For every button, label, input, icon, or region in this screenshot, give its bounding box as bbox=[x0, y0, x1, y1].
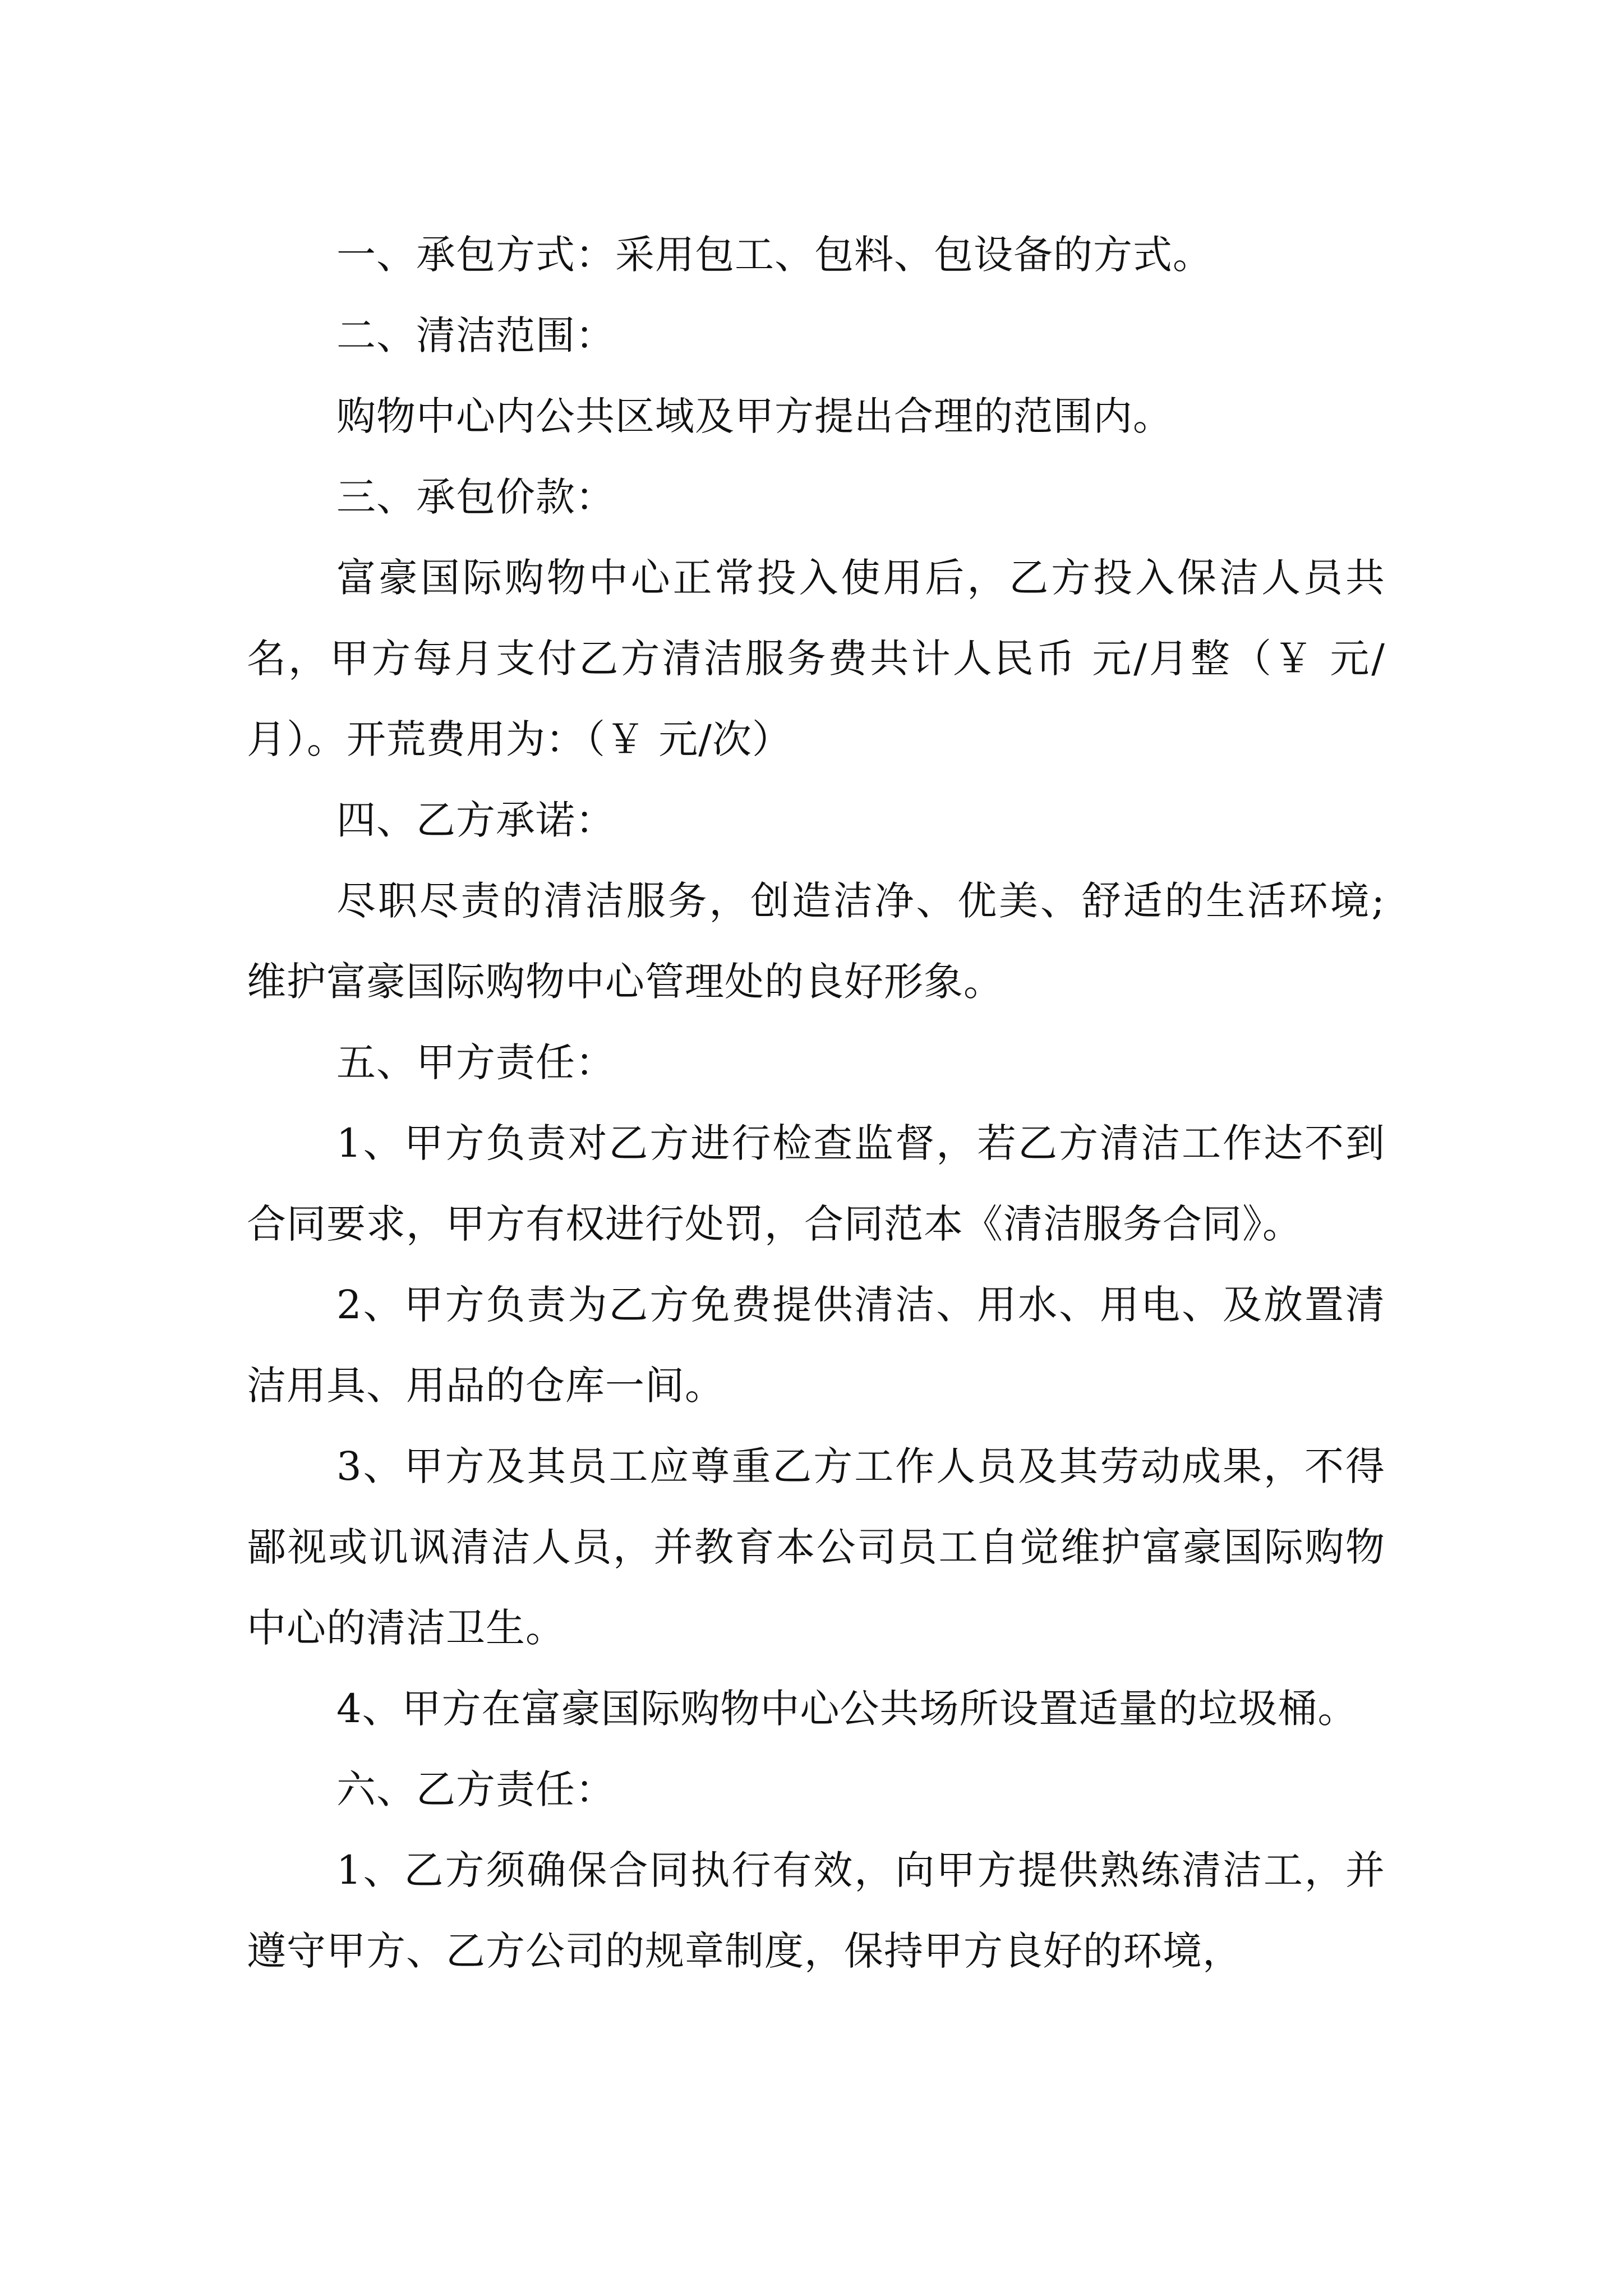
paragraph-party-a-duty-1: 1、甲方负责对乙方进行检查监督，若乙方清洁工作达不到合同要求，甲方有权进行处罚，合同范本《清洁服务合同》。 bbox=[247, 1120, 1385, 1247]
paragraph-cleaning-scope: 购物中心内公共区域及甲方提出合理的范围内。 bbox=[336, 393, 1173, 439]
paragraph-party-b-commitment: 尽职尽责的清洁服务，创造洁净、优美、舒适的生活环境;维护富豪国际购物中心管理处的良好形象。 bbox=[247, 878, 1385, 1005]
paragraph-party-a-duty-3: 3、甲方及其员工应尊重乙方工作人员及其劳动成果，不得鄙视或讥讽清洁人员，并教育本公司员工自觉维护富豪国际购物中心的清洁卫生。 bbox=[247, 1443, 1385, 1651]
section-heading-party-a-duties: 五、甲方责任： bbox=[336, 1039, 615, 1085]
paragraph-contract-price: 富豪国际购物中心正常投入使用后，乙方投入保洁人员共 名，甲方每月支付乙方清洁服务费共计人民币 元/月整（￥ 元/月）。开荒费用为：（￥ 元/次） bbox=[247, 555, 1385, 762]
document-page bbox=[247, 214, 1385, 1991]
paragraph-party-a-duty-4: 4、甲方在富豪国际购物中心公共场所设置适量的垃圾桶。 bbox=[336, 1686, 1358, 1732]
section-heading-party-b-duties: 六、乙方责任： bbox=[336, 1766, 615, 1812]
section-heading-party-b-commitment: 四、乙方承诺： bbox=[336, 797, 615, 843]
section-heading-contract-method: 一、承包方式：采用包工、包料、包设备的方式。 bbox=[336, 232, 1212, 278]
paragraph-party-b-duty-1: 1、乙方须确保合同执行有效，向甲方提供熟练清洁工，并遵守甲方、乙方公司的规章制度，保持甲方良好的环境， bbox=[247, 1847, 1385, 1974]
section-heading-contract-price: 三、承包价款： bbox=[336, 474, 615, 520]
section-heading-cleaning-scope: 二、清洁范围： bbox=[336, 312, 615, 358]
paragraph-party-a-duty-2: 2、甲方负责为乙方免费提供清洁、用水、用电、及放置清洁用具、用品的仓库一间。 bbox=[247, 1282, 1385, 1409]
